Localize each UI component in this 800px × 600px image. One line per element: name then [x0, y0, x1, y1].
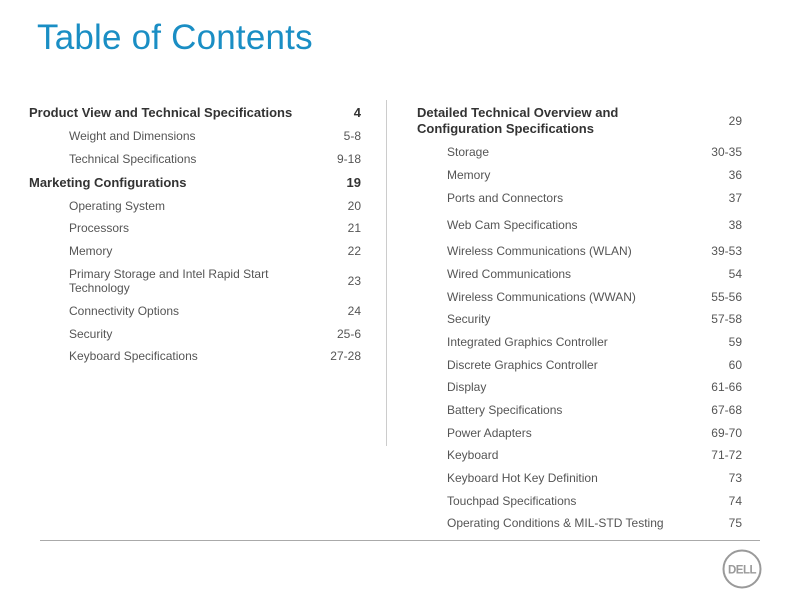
toc-entry-primary-storage[interactable] — [29, 267, 361, 295]
toc-entry-label: Connectivity Options — [69, 304, 180, 318]
toc-entry-page: 71-72 — [711, 448, 742, 462]
logo-text: DELL — [727, 564, 757, 577]
toc-entry-page: 22 — [347, 244, 361, 258]
toc-entry-processors[interactable] — [29, 221, 361, 235]
toc-entry-label: Security — [447, 312, 491, 326]
toc-entry-page: 75 — [728, 516, 742, 530]
toc-entry-page: 19 — [346, 175, 361, 190]
toc-entry-label: Wireless Communications (WWAN) — [447, 290, 636, 304]
toc-entry-security[interactable] — [417, 312, 742, 326]
toc-entry-page: 25-6 — [336, 327, 361, 341]
toc-entry-security[interactable] — [29, 327, 361, 341]
toc-entry-page: 27-28 — [330, 349, 361, 363]
toc-entry-page: 9-18 — [336, 152, 361, 166]
toc-entry-label: Primary Storage and Intel Rapid Start Technology — [69, 267, 269, 295]
toc-entry-operating-system[interactable] — [29, 199, 361, 213]
toc-entry-label: Technical Specifications — [69, 152, 197, 166]
toc-entry-page: 69-70 — [711, 426, 742, 440]
toc-entry-page: 21 — [347, 221, 361, 235]
toc-entry-label: Ports and Connectors — [447, 191, 564, 205]
toc-entry-wlan[interactable] — [417, 244, 742, 258]
toc-entry-keyboard[interactable] — [417, 448, 742, 462]
toc-entry-page: 37 — [728, 191, 742, 205]
toc-entry-label: Integrated Graphics Controller — [447, 335, 608, 349]
toc-entry-label: Touchpad Specifications — [447, 494, 577, 508]
toc-entry-label: Weight and Dimensions — [69, 129, 196, 143]
toc-entry-label: Product View and Technical Specifications — [29, 105, 293, 120]
toc-entry-wired-communications[interactable] — [417, 267, 742, 281]
toc-entry-label: Keyboard Specifications — [69, 349, 198, 363]
toc-entry-product-view[interactable] — [29, 105, 361, 121]
toc-entry-page: 24 — [347, 304, 361, 318]
toc-entry-label: Battery Specifications — [447, 403, 563, 417]
column-divider — [386, 100, 387, 446]
toc-entry-technical-specs[interactable] — [29, 152, 361, 166]
toc-entry-keyboard-hot-key[interactable] — [417, 471, 742, 485]
dell-logo-icon — [722, 549, 762, 589]
toc-entry-label: Operating Conditions & MIL-STD Testing — [447, 516, 664, 530]
page-title: Table of Contents — [37, 18, 313, 57]
toc-entry-page: 39-53 — [711, 244, 742, 258]
toc-entry-discrete-graphics[interactable] — [417, 358, 742, 372]
toc-entry-battery-specs[interactable] — [417, 403, 742, 417]
toc-entry-label: Keyboard — [447, 448, 499, 462]
toc-entry-page: 5-8 — [343, 129, 361, 143]
toc-entry-power-adapters[interactable] — [417, 426, 742, 440]
toc-entry-detailed-technical-overview[interactable] — [417, 105, 742, 137]
toc-entry-page: 67-68 — [711, 403, 742, 417]
toc-entry-web-cam-specs[interactable] — [417, 218, 742, 232]
toc-entry-page: 29 — [728, 114, 742, 128]
toc-entry-integrated-graphics[interactable] — [417, 335, 742, 349]
toc-entry-page: 57-58 — [711, 312, 742, 326]
toc-entry-label: Processors — [69, 221, 130, 235]
toc-entry-memory[interactable] — [417, 168, 742, 182]
toc-entry-label: Web Cam Specifications — [447, 218, 578, 232]
toc-entry-marketing-configurations[interactable] — [29, 175, 361, 191]
footer-divider — [40, 540, 760, 541]
toc-entry-page: 60 — [728, 358, 742, 372]
toc-entry-page: 54 — [728, 267, 742, 281]
toc-entry-page: 23 — [347, 274, 361, 288]
toc-entry-memory[interactable] — [29, 244, 361, 258]
toc-entry-label: Wired Communications — [447, 267, 572, 281]
toc-entry-label: Storage — [447, 145, 490, 159]
toc-entry-ports-connectors[interactable] — [417, 191, 742, 205]
toc-entry-display[interactable] — [417, 380, 742, 394]
toc-entry-label: Wireless Communications (WLAN) — [447, 244, 632, 258]
toc-entry-page: 4 — [353, 105, 361, 120]
toc-entry-label: Memory — [447, 168, 491, 182]
toc-entry-label: Security — [69, 327, 113, 341]
toc-entry-page: 61-66 — [711, 380, 742, 394]
toc-entry-page: 55-56 — [711, 290, 742, 304]
toc-entry-label: Operating System — [69, 199, 166, 213]
toc-entry-operating-conditions[interactable] — [417, 516, 742, 530]
toc-entry-label: Discrete Graphics Controller — [447, 358, 598, 372]
toc-entry-page: 20 — [347, 199, 361, 213]
toc-entry-label: Marketing Configurations — [29, 175, 187, 190]
toc-entry-wwan[interactable] — [417, 290, 742, 304]
toc-entry-page: 73 — [728, 471, 742, 485]
toc-entry-label: Keyboard Hot Key Definition — [447, 471, 598, 485]
toc-entry-page: 59 — [728, 335, 742, 349]
toc-entry-weight-dimensions[interactable] — [29, 129, 361, 143]
toc-entry-page: 38 — [728, 218, 742, 232]
toc-entry-page: 74 — [728, 494, 742, 508]
toc-entry-label: Display — [447, 380, 487, 394]
toc-entry-page: 30-35 — [711, 145, 742, 159]
toc-entry-label: Memory — [69, 244, 113, 258]
toc-entry-touchpad-specs[interactable] — [417, 494, 742, 508]
toc-entry-keyboard-specs[interactable] — [29, 349, 361, 363]
toc-entry-connectivity-options[interactable] — [29, 304, 361, 318]
toc-entry-label: Power Adapters — [447, 426, 532, 440]
toc-entry-page: 36 — [728, 168, 742, 182]
toc-entry-storage[interactable] — [417, 145, 742, 159]
toc-entry-label: Detailed Technical Overview and Configuration Specifications — [417, 105, 619, 136]
